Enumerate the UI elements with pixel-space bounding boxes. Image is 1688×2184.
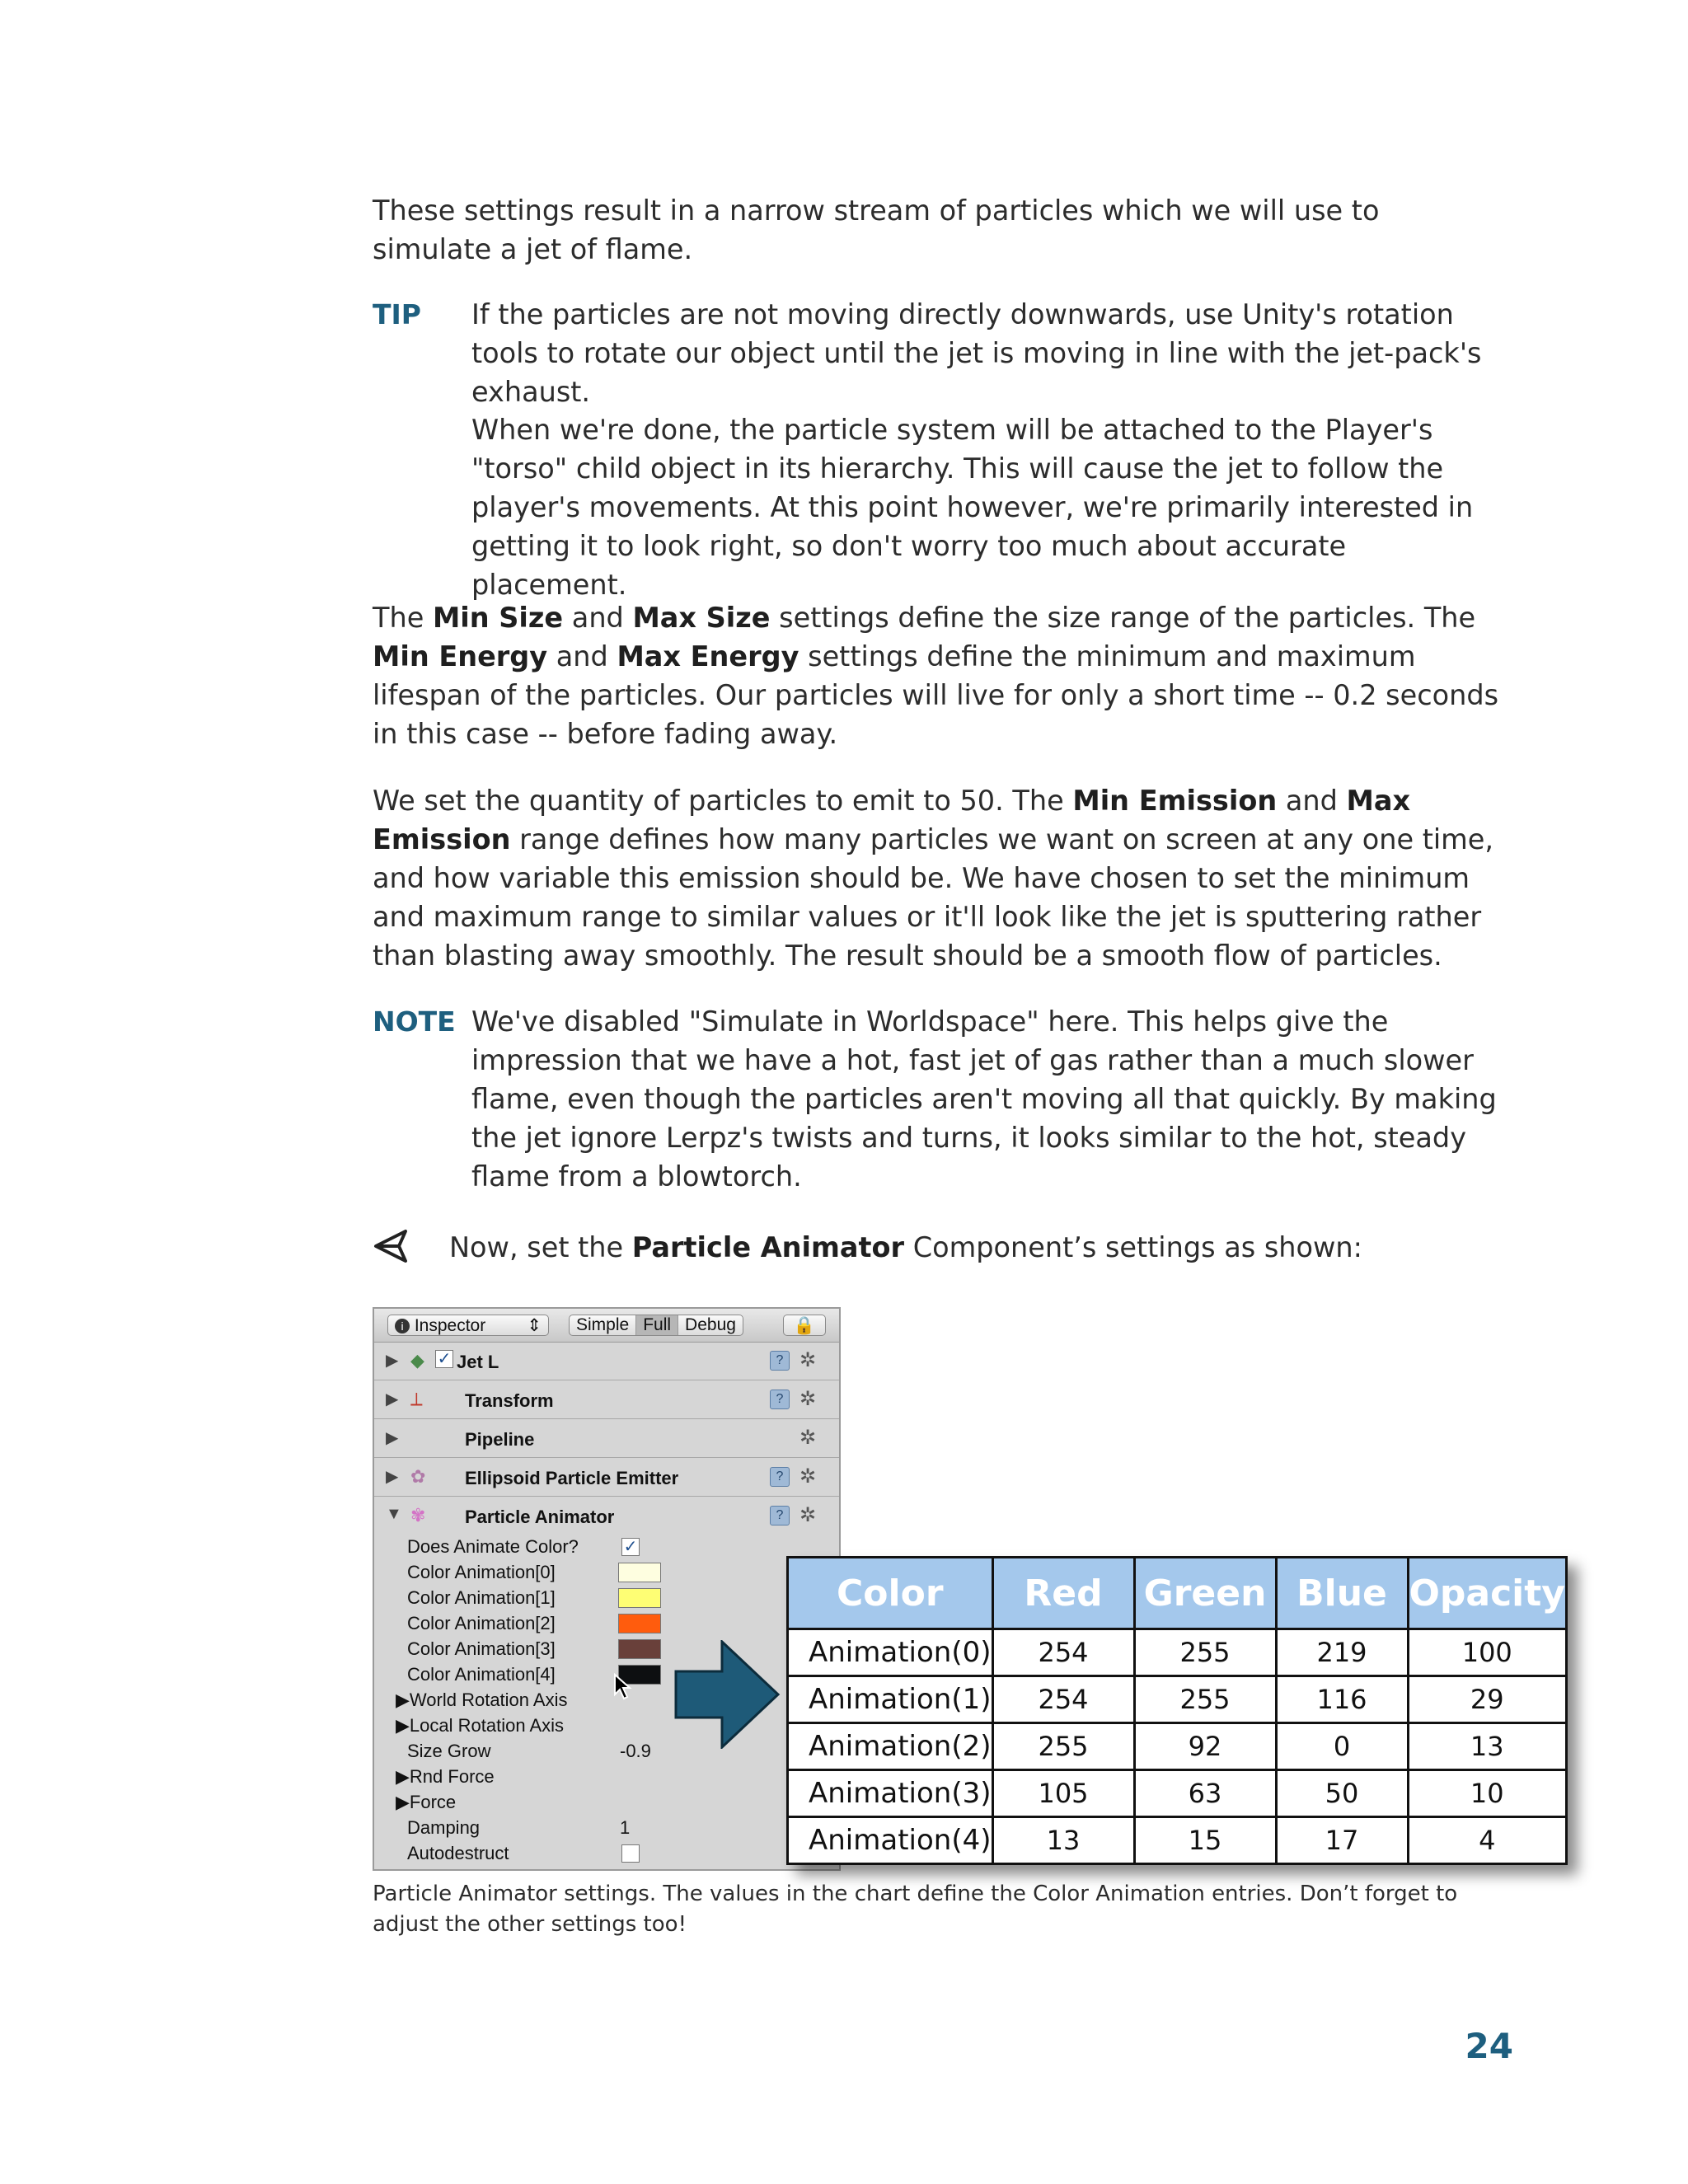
prop-color-animation-3: Color Animation[3] — [407, 1638, 556, 1659]
component-name: Pipeline — [465, 1429, 535, 1450]
cell-red: 255 — [992, 1723, 1134, 1770]
table-row — [788, 1817, 1567, 1864]
paragraph-size-energy: The Min Size and Max Size settings define the size range of the particles. The Min Energy and Max Energy settings define the minimum and maximum lifespan of the particles. Our particles will live for only a short time -- 0.2 seconds in this case -- before fading away. — [373, 602, 1499, 750]
table-row — [788, 1723, 1567, 1770]
gear-icon[interactable]: ✲ — [799, 1427, 817, 1449]
mode-selector[interactable] — [569, 1315, 743, 1336]
cell-blue: 17 — [1276, 1817, 1408, 1864]
help-icon[interactable]: ? — [770, 1351, 790, 1371]
color-swatch-0[interactable] — [618, 1563, 661, 1582]
does-animate-color-checkbox[interactable]: ✓ — [621, 1538, 640, 1556]
expand-icon[interactable]: ▶ — [386, 1468, 399, 1486]
cell-blue: 116 — [1276, 1676, 1408, 1723]
prop-color-animation-2: Color Animation[2] — [407, 1613, 556, 1633]
lock-button[interactable] — [783, 1315, 826, 1336]
mode-debug[interactable]: Debug — [685, 1315, 736, 1334]
prop-does-animate-color: Does Animate Color? — [407, 1536, 579, 1557]
table-row — [788, 1629, 1567, 1676]
right-arrow-icon — [674, 1640, 781, 1749]
mode-simple[interactable]: Simple — [570, 1315, 636, 1335]
row-label: Animation(0) — [788, 1629, 993, 1676]
row-label: Animation(2) — [788, 1723, 993, 1770]
cell-opacity: 29 — [1408, 1676, 1566, 1723]
component-name: Ellipsoid Particle Emitter — [465, 1468, 679, 1488]
cell-green: 255 — [1134, 1629, 1276, 1676]
particle-emitter-icon: ✿ — [410, 1466, 426, 1487]
header-green: Green — [1134, 1558, 1276, 1629]
cell-red: 105 — [992, 1770, 1134, 1817]
header-color: Color — [788, 1558, 993, 1629]
paragraph-emission: We set the quantity of particles to emit to 50. The Min Emission and Max Emission range defines how many particles we want on screen at any one time, and how variable this emission should be. We have chosen to set the minimum and maximum range to similar values or it'll look like the jet is sputtering rather than blasting away smoothly. The result should be a smooth flow of particles. — [373, 785, 1494, 972]
damping-value[interactable]: 1 — [620, 1817, 631, 1838]
cell-opacity: 13 — [1408, 1723, 1566, 1770]
tip-text-continued: When we're done, the particle system will be attached to the Player's "torso" child object in its hierarchy. This will cause the jet to follow the player's movements. At this point however, we're primarily interested in getting it to look right, so don't worry too much about accurate placement. — [471, 414, 1474, 601]
gameobject-icon: ◆ — [410, 1350, 424, 1371]
table-row — [788, 1676, 1567, 1723]
row-label: Animation(3) — [788, 1770, 993, 1817]
lock-icon: 🔒 — [793, 1316, 816, 1335]
prop-color-animation-0: Color Animation[0] — [407, 1562, 556, 1582]
page-number: 24 — [1465, 2026, 1513, 2066]
prop-color-animation-1: Color Animation[1] — [407, 1587, 556, 1608]
row-label: Animation(4) — [788, 1817, 993, 1864]
autodestruct-checkbox[interactable] — [621, 1844, 640, 1863]
help-icon[interactable]: ? — [770, 1390, 790, 1409]
cell-red: 254 — [992, 1676, 1134, 1723]
color-animation-table — [786, 1556, 1568, 1865]
help-icon[interactable]: ? — [770, 1467, 790, 1487]
active-checkbox[interactable]: ✓ — [435, 1350, 453, 1368]
inspector-toolbar — [374, 1309, 839, 1343]
expand-icon[interactable]: ▶ — [386, 1429, 399, 1447]
expand-icon[interactable]: ▶ — [386, 1390, 399, 1408]
prop-world-rotation-axis[interactable]: ▶World Rotation Axis — [396, 1690, 568, 1710]
cursor-icon — [613, 1673, 635, 1701]
cell-red: 254 — [992, 1629, 1134, 1676]
figure-caption: Particle Animator settings. The values in the chart define the Color Animation entries. Don’t forget to adjust the other settings too! — [373, 1882, 1458, 1937]
prop-color-animation-4: Color Animation[4] — [407, 1664, 556, 1685]
cell-green: 15 — [1134, 1817, 1276, 1864]
updown-icon: ⇕ — [527, 1316, 542, 1335]
component-transform[interactable] — [374, 1380, 839, 1419]
component-particle-animator[interactable] — [374, 1497, 839, 1535]
cell-opacity: 10 — [1408, 1770, 1566, 1817]
component-pipeline[interactable] — [374, 1419, 839, 1458]
expand-icon[interactable]: ▶ — [386, 1352, 399, 1370]
cell-green: 92 — [1134, 1723, 1276, 1770]
size-grow-value[interactable]: -0.9 — [620, 1741, 651, 1761]
help-icon[interactable]: ? — [770, 1506, 790, 1526]
prop-force[interactable]: ▶Force — [396, 1792, 457, 1812]
particle-animator-icon: ✾ — [410, 1505, 426, 1526]
cell-opacity: 100 — [1408, 1629, 1566, 1676]
step-instruction: Now, set the Particle Animator Component’s settings as shown: — [449, 1231, 1362, 1263]
note-text: We've disabled "Simulate in Worldspace" here. This helps give the impression that we have a hot, fast jet of gas rather than a much slower flame, even though the particles aren't moving all that quickly. By making the jet ignore Lerpz's twists and turns, it looks similar to the hot, steady flame from a blowtorch. — [471, 1005, 1497, 1193]
tip-text: If the particles are not moving directly downwards, use Unity's rotation tools to rotate our object until the jet is moving in line with the jet-pack's exhaust. — [471, 298, 1482, 408]
cell-opacity: 4 — [1408, 1817, 1566, 1864]
component-name: Particle Animator — [465, 1507, 615, 1527]
inspector-panel — [373, 1307, 841, 1871]
cell-blue: 219 — [1276, 1629, 1408, 1676]
cell-red: 13 — [992, 1817, 1134, 1864]
row-label: Animation(1) — [788, 1676, 993, 1723]
cell-blue: 50 — [1276, 1770, 1408, 1817]
info-icon: i — [395, 1319, 410, 1333]
mode-full[interactable]: Full — [636, 1315, 678, 1335]
gear-icon[interactable]: ✲ — [799, 1349, 817, 1371]
cell-blue: 0 — [1276, 1723, 1408, 1770]
gear-icon[interactable]: ✲ — [799, 1388, 817, 1410]
color-swatch-2[interactable] — [618, 1614, 661, 1633]
component-jet-l[interactable] — [374, 1342, 839, 1380]
header-opacity: Opacity — [1408, 1558, 1566, 1629]
prop-damping: Damping — [407, 1817, 481, 1838]
component-name: Jet L — [457, 1352, 499, 1372]
cell-green: 63 — [1134, 1770, 1276, 1817]
component-name: Transform — [465, 1390, 554, 1411]
table-header-row — [788, 1558, 1567, 1629]
table-row — [788, 1770, 1567, 1817]
unity-logo-icon — [373, 1228, 410, 1264]
color-swatch-3[interactable] — [618, 1639, 661, 1659]
prop-autodestruct: Autodestruct — [407, 1843, 509, 1863]
transform-icon: ⟂ — [410, 1389, 423, 1409]
prop-size-grow: Size Grow — [407, 1741, 491, 1761]
header-red: Red — [992, 1558, 1134, 1629]
prop-local-rotation-axis[interactable]: ▶Local Rotation Axis — [396, 1715, 565, 1736]
collapse-icon[interactable]: ▼ — [386, 1505, 402, 1523]
color-swatch-1[interactable] — [618, 1588, 661, 1608]
tip-label: TIP — [373, 298, 421, 330]
inspector-tab[interactable] — [387, 1315, 549, 1336]
header-blue: Blue — [1276, 1558, 1408, 1629]
cell-green: 255 — [1134, 1676, 1276, 1723]
inspector-title: Inspector — [414, 1316, 486, 1335]
gear-icon[interactable]: ✲ — [799, 1504, 817, 1526]
gear-icon[interactable]: ✲ — [799, 1465, 817, 1488]
paragraph-intro: These settings result in a narrow stream of particles which we will use to simulate a jet of flame. — [373, 194, 1380, 265]
prop-rnd-force[interactable]: ▶Rnd Force — [396, 1766, 495, 1787]
note-label: NOTE — [373, 1005, 456, 1038]
component-ellipsoid-emitter[interactable] — [374, 1458, 839, 1497]
